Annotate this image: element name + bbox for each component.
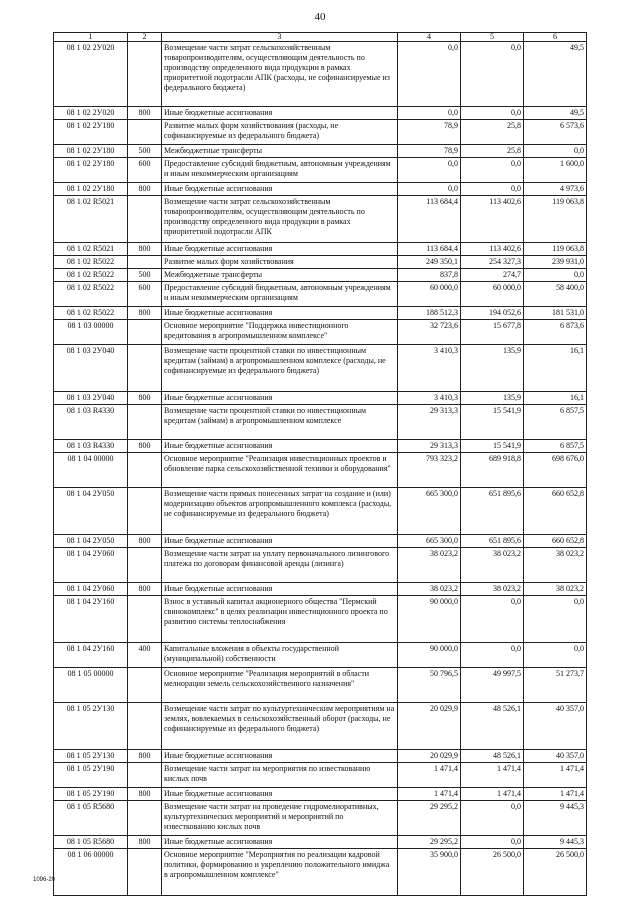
cell-expense-type: 600 (128, 158, 162, 183)
cell-amount-2020: 113 684,4 (398, 243, 461, 256)
cell-amount-2021: 38 023,2 (461, 548, 524, 583)
cell-amount-2021: 0,0 (461, 836, 524, 849)
cell-code: 08 1 02 R5022 (54, 307, 128, 320)
cell-code: 08 1 05 2У190 (54, 788, 128, 801)
cell-amount-2021: 1 471,4 (461, 788, 524, 801)
cell-amount-2022: 660 652,8 (524, 535, 587, 548)
cell-name: Основное мероприятие "Поддержка инвестиционного кредитования в агропромышленном комплексе" (162, 320, 398, 345)
cell-amount-2021: 1 471,4 (461, 763, 524, 788)
cell-code: 08 1 04 2У060 (54, 583, 128, 596)
cell-amount-2021: 38 023,2 (461, 583, 524, 596)
cell-amount-2020: 188 512,3 (398, 307, 461, 320)
table-row (54, 643, 587, 668)
cell-amount-2020: 78,9 (398, 120, 461, 145)
cell-amount-2022: 0,0 (524, 643, 587, 668)
cell-expense-type (128, 405, 162, 440)
cell-amount-2021: 0,0 (461, 183, 524, 196)
table-row (54, 158, 587, 183)
table-row (54, 345, 587, 392)
cell-amount-2021: 48 526,1 (461, 703, 524, 750)
table-row (54, 750, 587, 763)
cell-amount-2020: 60 000,0 (398, 282, 461, 307)
cell-expense-type: 800 (128, 183, 162, 196)
cell-amount-2020: 50 796,5 (398, 668, 461, 703)
cell-amount-2021: 194 052,6 (461, 307, 524, 320)
cell-expense-type: 600 (128, 282, 162, 307)
cell-expense-type (128, 668, 162, 703)
table-row (54, 801, 587, 836)
cell-amount-2022: 58 400,0 (524, 282, 587, 307)
cell-amount-2021: 113 402,6 (461, 243, 524, 256)
cell-amount-2022: 49,5 (524, 107, 587, 120)
cell-amount-2020: 793 323,2 (398, 453, 461, 488)
cell-amount-2021: 135,9 (461, 392, 524, 405)
cell-code: 08 1 03 2У040 (54, 345, 128, 392)
cell-amount-2020: 20 029,9 (398, 703, 461, 750)
table-row (54, 849, 587, 896)
column-header: 3 (162, 33, 398, 42)
cell-amount-2022: 0,0 (524, 269, 587, 282)
cell-amount-2021: 254 327,3 (461, 256, 524, 269)
cell-amount-2022: 119 063,8 (524, 243, 587, 256)
table-row (54, 703, 587, 750)
column-header: 6 (524, 33, 587, 42)
cell-code: 08 1 02 2У020 (54, 42, 128, 107)
cell-amount-2020: 38 023,2 (398, 583, 461, 596)
table-row (54, 42, 587, 107)
cell-amount-2020: 0,0 (398, 42, 461, 107)
cell-expense-type: 500 (128, 145, 162, 158)
cell-name: Иные бюджетные ассигнования (162, 243, 398, 256)
cell-name: Иные бюджетные ассигнования (162, 836, 398, 849)
cell-expense-type (128, 120, 162, 145)
cell-code: 08 1 03 00000 (54, 320, 128, 345)
cell-expense-type (128, 453, 162, 488)
cell-amount-2020: 837,8 (398, 269, 461, 282)
cell-amount-2021: 15 677,8 (461, 320, 524, 345)
cell-name: Иные бюджетные ассигнования (162, 107, 398, 120)
cell-name: Развитие малых форм хозяйствования (расходы, не софинансируемые из федерального бюджета) (162, 120, 398, 145)
cell-code: 08 1 02 R5021 (54, 243, 128, 256)
budget-table-container (53, 32, 586, 896)
cell-amount-2021: 0,0 (461, 596, 524, 643)
cell-name: Предоставление субсидий бюджетным, автономным учреждениям и иным некоммерческим организациям (162, 158, 398, 183)
cell-name: Иные бюджетные ассигнования (162, 535, 398, 548)
cell-name: Возмещение части процентной ставки по инвестиционным кредитам (займам) в агропромышленном комплексе (162, 405, 398, 440)
cell-amount-2020: 249 350,1 (398, 256, 461, 269)
cell-code: 08 1 03 R4330 (54, 405, 128, 440)
cell-expense-type: 800 (128, 836, 162, 849)
cell-amount-2021: 0,0 (461, 643, 524, 668)
table-row (54, 256, 587, 269)
cell-expense-type: 800 (128, 440, 162, 453)
cell-amount-2020: 90 000,0 (398, 596, 461, 643)
cell-name: Возмещение части затрат на проведение гидромелиоративных, культуртехнических мероприятий и мероприятий по известкованию кислых почв (162, 801, 398, 836)
cell-amount-2020: 32 723,6 (398, 320, 461, 345)
cell-expense-type: 800 (128, 107, 162, 120)
cell-amount-2020: 20 029,9 (398, 750, 461, 763)
page-number: 40 (314, 11, 326, 23)
cell-code: 08 1 04 2У050 (54, 488, 128, 535)
table-row (54, 392, 587, 405)
table-row (54, 583, 587, 596)
cell-name: Капитальные вложения в объекты государственной (муниципальной) собственности (162, 643, 398, 668)
cell-amount-2020: 665 300,0 (398, 535, 461, 548)
cell-amount-2022: 0,0 (524, 145, 587, 158)
cell-amount-2022: 239 931,0 (524, 256, 587, 269)
column-header: 4 (398, 33, 461, 42)
table-row (54, 488, 587, 535)
cell-amount-2022: 16,1 (524, 392, 587, 405)
cell-amount-2022: 6 857,5 (524, 440, 587, 453)
table-row (54, 120, 587, 145)
column-header: 1 (54, 33, 128, 42)
cell-expense-type (128, 42, 162, 107)
table-row (54, 548, 587, 583)
table-row (54, 282, 587, 307)
cell-expense-type (128, 345, 162, 392)
cell-amount-2022: 1 600,0 (524, 158, 587, 183)
cell-amount-2022: 6 573,6 (524, 120, 587, 145)
cell-amount-2022: 38 023,2 (524, 548, 587, 583)
cell-expense-type (128, 320, 162, 345)
cell-amount-2022: 4 973,6 (524, 183, 587, 196)
cell-code: 08 1 03 R4330 (54, 440, 128, 453)
table-row (54, 596, 587, 643)
cell-expense-type: 400 (128, 643, 162, 668)
table-row (54, 453, 587, 488)
budget-table (53, 32, 587, 896)
cell-amount-2021: 0,0 (461, 801, 524, 836)
table-row (54, 269, 587, 282)
cell-amount-2022: 16,1 (524, 345, 587, 392)
cell-amount-2020: 29 313,3 (398, 405, 461, 440)
cell-name: Взнос в уставный капитал акционерного общества "Пермский свинокомплекс" в целях реализации инвестиционного проекта по развитию системы теплоснабжения (162, 596, 398, 643)
cell-amount-2020: 1 471,4 (398, 763, 461, 788)
cell-expense-type: 800 (128, 243, 162, 256)
cell-amount-2021: 25,8 (461, 145, 524, 158)
cell-amount-2021: 0,0 (461, 158, 524, 183)
cell-amount-2020: 90 000,0 (398, 643, 461, 668)
cell-amount-2021: 0,0 (461, 107, 524, 120)
cell-code: 08 1 02 R5022 (54, 256, 128, 269)
cell-amount-2022: 6 873,6 (524, 320, 587, 345)
cell-code: 08 1 02 2У180 (54, 183, 128, 196)
cell-amount-2021: 26 500,0 (461, 849, 524, 896)
cell-code: 08 1 04 2У160 (54, 596, 128, 643)
cell-name: Основное мероприятие "Реализация мероприятий в области мелиорации земель сельскохозяйственного назначения" (162, 668, 398, 703)
cell-name: Межбюджетные трансферты (162, 269, 398, 282)
cell-name: Иные бюджетные ассигнования (162, 440, 398, 453)
cell-name: Иные бюджетные ассигнования (162, 392, 398, 405)
cell-amount-2020: 3 410,3 (398, 345, 461, 392)
cell-amount-2020: 0,0 (398, 107, 461, 120)
cell-name: Предоставление субсидий бюджетным, автономным учреждениям и иным некоммерческим организациям (162, 282, 398, 307)
table-row (54, 763, 587, 788)
cell-amount-2022: 698 676,0 (524, 453, 587, 488)
cell-name: Иные бюджетные ассигнования (162, 307, 398, 320)
cell-amount-2022: 9 445,3 (524, 836, 587, 849)
cell-expense-type (128, 548, 162, 583)
cell-amount-2022: 1 471,4 (524, 763, 587, 788)
cell-amount-2022: 51 273,7 (524, 668, 587, 703)
cell-expense-type (128, 596, 162, 643)
table-row (54, 307, 587, 320)
cell-amount-2021: 15 541,9 (461, 440, 524, 453)
cell-name: Возмещение части затрат сельскохозяйственным товаропроизводителям, осуществляющим деятельность по производству определенного вида продукции в рамках приоритетной подотрасли АПК (162, 196, 398, 243)
cell-amount-2022: 181 531,0 (524, 307, 587, 320)
header-row (54, 33, 587, 42)
table-row (54, 668, 587, 703)
table-row (54, 405, 587, 440)
cell-expense-type: 800 (128, 392, 162, 405)
column-header: 2 (128, 33, 162, 42)
cell-amount-2022: 40 357,0 (524, 703, 587, 750)
cell-name: Межбюджетные трансферты (162, 145, 398, 158)
cell-amount-2022: 119 063,8 (524, 196, 587, 243)
cell-expense-type (128, 703, 162, 750)
cell-code: 08 1 05 2У130 (54, 703, 128, 750)
cell-expense-type: 800 (128, 307, 162, 320)
cell-expense-type: 800 (128, 583, 162, 596)
cell-name: Иные бюджетные ассигнования (162, 788, 398, 801)
table-row (54, 836, 587, 849)
cell-amount-2020: 29 313,3 (398, 440, 461, 453)
cell-amount-2021: 49 997,5 (461, 668, 524, 703)
cell-amount-2020: 29 295,2 (398, 801, 461, 836)
cell-code: 08 1 02 2У020 (54, 107, 128, 120)
cell-amount-2022: 9 445,3 (524, 801, 587, 836)
cell-name: Развитие малых форм хозяйствования (162, 256, 398, 269)
cell-code: 08 1 02 R5022 (54, 269, 128, 282)
cell-amount-2021: 60 000,0 (461, 282, 524, 307)
cell-amount-2022: 38 023,2 (524, 583, 587, 596)
cell-name: Возмещение части затрат на мероприятия по известкованию кислых почв (162, 763, 398, 788)
cell-expense-type (128, 801, 162, 836)
cell-amount-2020: 113 684,4 (398, 196, 461, 243)
cell-expense-type: 500 (128, 269, 162, 282)
cell-amount-2020: 38 023,2 (398, 548, 461, 583)
cell-code: 08 1 06 00000 (54, 849, 128, 896)
cell-name: Иные бюджетные ассигнования (162, 183, 398, 196)
cell-amount-2020: 3 410,3 (398, 392, 461, 405)
cell-amount-2020: 29 295,2 (398, 836, 461, 849)
cell-amount-2022: 1 471,4 (524, 788, 587, 801)
cell-code: 08 1 04 00000 (54, 453, 128, 488)
cell-amount-2022: 0,0 (524, 596, 587, 643)
cell-code: 08 1 02 2У180 (54, 145, 128, 158)
cell-code: 08 1 04 2У050 (54, 535, 128, 548)
table-body (54, 42, 587, 896)
table-row (54, 320, 587, 345)
cell-amount-2020: 1 471,4 (398, 788, 461, 801)
cell-amount-2020: 0,0 (398, 158, 461, 183)
cell-code: 08 1 04 2У160 (54, 643, 128, 668)
cell-expense-type (128, 849, 162, 896)
cell-code: 08 1 05 2У130 (54, 750, 128, 763)
cell-code: 08 1 05 R5680 (54, 836, 128, 849)
table-row (54, 440, 587, 453)
cell-amount-2020: 78,9 (398, 145, 461, 158)
cell-amount-2020: 35 900,0 (398, 849, 461, 896)
cell-amount-2021: 651 895,6 (461, 488, 524, 535)
cell-amount-2021: 274,7 (461, 269, 524, 282)
cell-amount-2021: 113 402,6 (461, 196, 524, 243)
cell-amount-2021: 0,0 (461, 42, 524, 107)
footer-code: 1096-20 (33, 877, 56, 883)
cell-name: Основное мероприятие "Мероприятия по реализации кадровой политики, формированию и укреплению положительного имиджа в агропромышленном комплексе" (162, 849, 398, 896)
cell-name: Основное мероприятие "Реализация инвестиционных проектов и обновление парка сельскохозяйственной техники и оборудования" (162, 453, 398, 488)
cell-code: 08 1 05 2У190 (54, 763, 128, 788)
table-row (54, 788, 587, 801)
cell-amount-2022: 40 357,0 (524, 750, 587, 763)
cell-name: Иные бюджетные ассигнования (162, 750, 398, 763)
cell-amount-2022: 26 500,0 (524, 849, 587, 896)
cell-amount-2021: 25,8 (461, 120, 524, 145)
table-row (54, 196, 587, 243)
cell-code: 08 1 02 2У180 (54, 120, 128, 145)
cell-amount-2022: 6 857,5 (524, 405, 587, 440)
cell-expense-type: 800 (128, 535, 162, 548)
cell-amount-2021: 15 541,9 (461, 405, 524, 440)
cell-amount-2020: 665 300,0 (398, 488, 461, 535)
column-header: 5 (461, 33, 524, 42)
cell-expense-type: 800 (128, 788, 162, 801)
cell-name: Возмещение части затрат по культуртехническим мероприятиям на землях, вовлекаемых в сельскохозяйственный оборот (расходы, не софинансируемые из федерального бюджета) (162, 703, 398, 750)
cell-name: Возмещение части прямых понесенных затрат на создание и (или) модернизацию объектов агропромышленного комплекса (расходы, не софинансируемые из федерального бюджета) (162, 488, 398, 535)
table-row (54, 535, 587, 548)
cell-amount-2021: 135,9 (461, 345, 524, 392)
cell-expense-type (128, 763, 162, 788)
cell-amount-2021: 651 895,6 (461, 535, 524, 548)
cell-name: Возмещение части процентной ставки по инвестиционным кредитам (займам) в агропромышленном комплексе (расходы, не софинансируемые из федерального бюджета) (162, 345, 398, 392)
cell-code: 08 1 05 R5680 (54, 801, 128, 836)
cell-code: 08 1 05 00000 (54, 668, 128, 703)
cell-expense-type (128, 196, 162, 243)
cell-name: Возмещение части затрат на уплату первоначального лизингового платежа по договорам финансовой аренды (лизинга) (162, 548, 398, 583)
table-row (54, 243, 587, 256)
cell-expense-type (128, 256, 162, 269)
cell-name: Возмещение части затрат сельскохозяйственным товаропроизводителям, осуществляющим деятельность по производству определенного вида продукции в рамках приоритетной подотрасли АПК (расходы, не софинансируемые из федерального бюджета) (162, 42, 398, 107)
cell-code: 08 1 02 2У180 (54, 158, 128, 183)
table-row (54, 183, 587, 196)
cell-amount-2021: 689 918,8 (461, 453, 524, 488)
table-row (54, 107, 587, 120)
cell-code: 08 1 02 R5022 (54, 282, 128, 307)
table-row (54, 145, 587, 158)
cell-code: 08 1 04 2У060 (54, 548, 128, 583)
cell-expense-type (128, 488, 162, 535)
cell-name: Иные бюджетные ассигнования (162, 583, 398, 596)
cell-amount-2021: 48 526,1 (461, 750, 524, 763)
cell-amount-2022: 49,5 (524, 42, 587, 107)
cell-code: 08 1 03 2У040 (54, 392, 128, 405)
cell-amount-2022: 660 652,8 (524, 488, 587, 535)
cell-expense-type: 800 (128, 750, 162, 763)
cell-amount-2020: 0,0 (398, 183, 461, 196)
cell-code: 08 1 02 R5021 (54, 196, 128, 243)
